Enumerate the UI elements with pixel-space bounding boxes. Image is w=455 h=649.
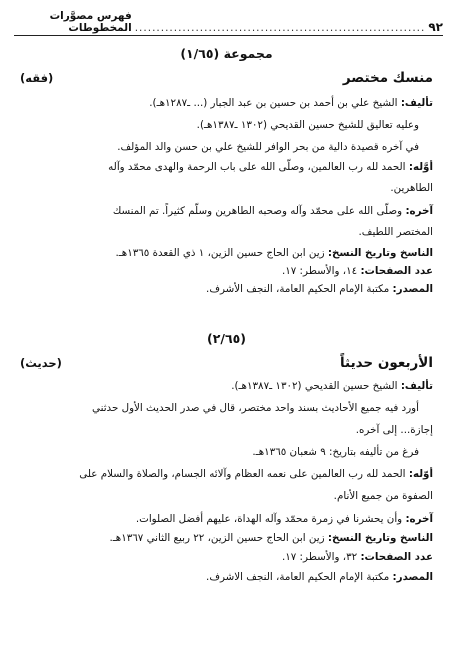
- explicit-text: وأن يحشرنا في زمرة محمّد وآله الهداة، عليهم أفضل الصلوات.: [135, 513, 403, 525]
- incipit-text-cont: الطاهرين.: [390, 182, 433, 194]
- entry-category: (فقه): [20, 71, 54, 85]
- entry-heading: (٢/٦٥): [207, 331, 246, 346]
- entry-title: الأربعون حديثاً: [339, 355, 433, 371]
- running-title: فهرس مصوَّرات المخطوطات: [49, 10, 132, 34]
- entry-1: [20, 46, 433, 61]
- header-leader-dots: ...................................................................: [134, 22, 426, 34]
- entry-2-title-row: [20, 355, 433, 371]
- incipit-text: الحمد لله رب العالمين، وصلّى الله على باب الرحمة والهدى محمّد وآله: [108, 161, 406, 173]
- copyist-label: الناسخ وتاريخ النسخ:: [327, 247, 433, 259]
- entry-2: [20, 331, 433, 346]
- pages-text: ١٤، والأسطر: ١٧.: [281, 265, 358, 277]
- explicit-label: آخره:: [405, 205, 433, 217]
- entry-1-body: [20, 96, 433, 297]
- poem-note: في آخره قصيدة دالية من بحر الوافر للشيخ علي بن حسن والد المؤلف.: [117, 141, 419, 153]
- source-text: مكتبة الإمام الحكيم العامة، النجف الأشرف.: [206, 283, 390, 295]
- description-text: أورد فيه جميع الأحاديث بسند واحد مختصر، قال في صدر الحديث الأول حدثني: [92, 402, 419, 414]
- source-label: المصدر:: [392, 571, 433, 583]
- entry-title: منسك مختصر: [342, 70, 433, 86]
- incipit-label: أوَّله:: [408, 161, 433, 173]
- running-header: [14, 10, 443, 36]
- source-label: المصدر:: [392, 283, 433, 295]
- source-text: مكتبة الإمام الحكيم العامة، النجف الاشرف.: [206, 571, 390, 583]
- pages-label: عدد الصفحات:: [360, 265, 433, 277]
- explicit-text: وصلّى الله على محمّد وآله وصحبه الطاهرين وسلّم كثيراً. تم المنسك: [112, 205, 403, 217]
- copyist-label: الناسخ وتاريخ النسخ:: [327, 532, 433, 544]
- incipit-text-cont: الصفوة من جميع الأنام.: [333, 490, 433, 502]
- copyist-text: زين ابن الحاج حسين الزين، ١ ذي القعدة ١٣٦٥هـ.: [115, 247, 325, 259]
- explicit-text-cont: المختصر اللطيف.: [358, 226, 433, 238]
- entry-2-body: [20, 379, 433, 585]
- commentary-note: وعليه تعاليق للشيخ حسين القديحي (١٣٠٢ ـ١٣٨٧هـ).: [196, 119, 419, 131]
- entry-category: (حديث): [20, 356, 62, 370]
- completion-date: فرغ من تأليفه بتاريخ: ٩ شعبان ١٣٦٥هـ.: [252, 446, 419, 458]
- author-label: تأليف:: [400, 380, 433, 392]
- author-label: تأليف:: [400, 97, 433, 109]
- pages-label: عدد الصفحات:: [360, 551, 433, 563]
- entry-heading: مجموعة (١/٦٥): [180, 46, 273, 61]
- entry-1-title-row: [20, 70, 433, 86]
- page-number: ٩٢: [428, 20, 443, 34]
- explicit-label: آخره:: [405, 513, 433, 525]
- author-text: الشيخ علي بن أحمد بن حسين بن عبد الجبار (... ـ١٢٨٧هـ).: [149, 97, 398, 109]
- incipit-label: أوّله:: [408, 468, 433, 480]
- pages-text: ٣٢، والأسطر: ١٧.: [281, 551, 358, 563]
- author-text: الشيخ حسين القديحي (١٣٠٢ ـ١٣٨٧هـ).: [231, 380, 398, 392]
- incipit-text: الحمد لله رب العالمين على نعمه العظام وآلائه الجسام، والصلاة والسلام على: [79, 468, 406, 480]
- copyist-text: زين ابن الحاج حسين الزين، ٢٢ ربيع الثاني ١٣٦٧هـ.: [109, 532, 325, 544]
- description-text-cont: إجازة... إلى آخره.: [355, 424, 433, 436]
